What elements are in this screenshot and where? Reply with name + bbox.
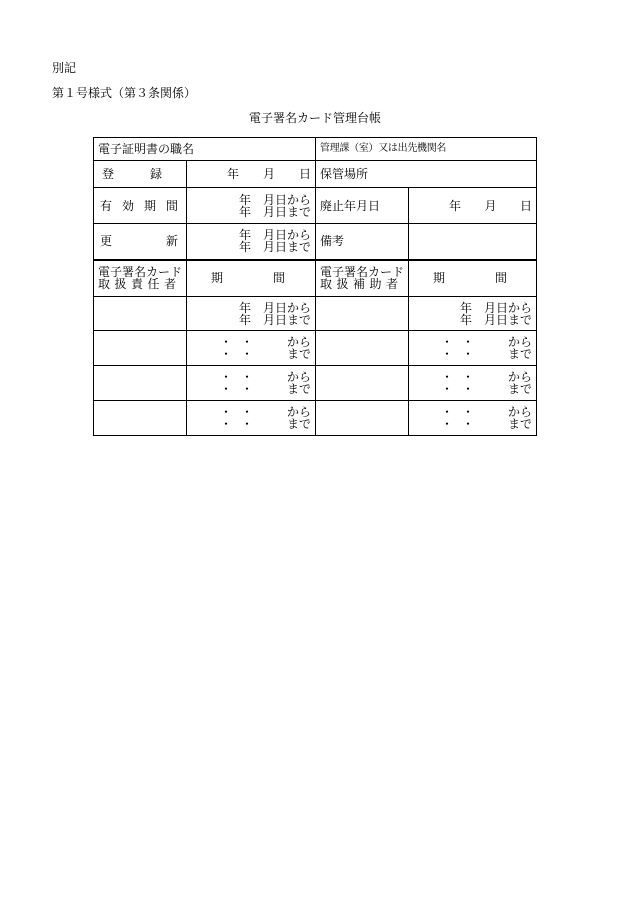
dot: ・ bbox=[220, 417, 233, 431]
handler-period-head bbox=[187, 260, 316, 297]
remarks-cell bbox=[409, 224, 537, 260]
table-row bbox=[94, 161, 537, 188]
from-suffix: から bbox=[508, 335, 533, 349]
to-suffix: まで bbox=[508, 382, 533, 396]
month-unit: 月 bbox=[263, 312, 276, 327]
day-to: 日まで bbox=[496, 312, 533, 327]
label-char: 取 bbox=[320, 277, 333, 292]
handler-name-cell bbox=[94, 401, 187, 436]
label-char: 有 bbox=[100, 198, 113, 213]
dot: ・ bbox=[462, 370, 475, 384]
storage-location-label: 保管場所 bbox=[316, 161, 537, 188]
validity-period-cell bbox=[187, 188, 316, 224]
registration-label-b: 録 bbox=[149, 167, 162, 181]
assistant-period-head bbox=[409, 260, 537, 297]
dot: ・ bbox=[241, 382, 254, 396]
assistant-name-cell bbox=[316, 366, 409, 401]
table-row bbox=[94, 260, 537, 297]
dot: ・ bbox=[241, 417, 254, 431]
month-unit: 月 bbox=[263, 228, 276, 243]
label-char: 期 bbox=[143, 198, 156, 213]
dot: ・ bbox=[462, 417, 475, 431]
dot: ・ bbox=[462, 335, 475, 349]
day-from: 日から bbox=[496, 300, 533, 315]
validity-period-label-cell bbox=[94, 188, 187, 224]
document-title: 電子署名カード管理台帳 bbox=[248, 111, 381, 125]
from-suffix: から bbox=[287, 370, 312, 384]
table-row bbox=[94, 297, 537, 331]
day-unit: 日 bbox=[520, 198, 533, 213]
dot: ・ bbox=[220, 347, 233, 361]
label-char: 扱 bbox=[336, 277, 349, 292]
table-row bbox=[94, 401, 537, 436]
label-char: 助 bbox=[369, 277, 382, 292]
handler-period-cell bbox=[187, 401, 316, 436]
from-suffix: から bbox=[287, 405, 312, 419]
remarks-label: 備考 bbox=[316, 224, 409, 260]
handler-head-cell bbox=[94, 260, 187, 297]
year-unit: 年 bbox=[239, 312, 252, 327]
day-unit: 日 bbox=[299, 167, 312, 181]
assistant-head-line1: 電子署名カード bbox=[320, 265, 405, 280]
handler-period-cell bbox=[187, 331, 316, 366]
registration-label-a: 登 bbox=[102, 167, 115, 181]
dot: ・ bbox=[220, 335, 233, 349]
to-suffix: まで bbox=[287, 382, 312, 396]
label-char: 効 bbox=[121, 198, 134, 213]
year-unit: 年 bbox=[239, 300, 252, 315]
dot: ・ bbox=[441, 417, 454, 431]
dot: ・ bbox=[220, 405, 233, 419]
label-char: 責 bbox=[130, 277, 143, 292]
renewal-label-a: 更 bbox=[100, 234, 113, 249]
label-char: 者 bbox=[163, 277, 176, 292]
assistant-period-cell bbox=[409, 297, 537, 331]
cert-title-label: 電子証明書の職名 bbox=[94, 138, 316, 161]
year-unit: 年 bbox=[449, 198, 462, 213]
form-number: 第１号様式（第３条関係） bbox=[52, 86, 197, 100]
handler-name-cell bbox=[94, 331, 187, 366]
dot: ・ bbox=[462, 382, 475, 396]
label-char: 者 bbox=[385, 277, 398, 292]
dot: ・ bbox=[441, 382, 454, 396]
day-to: 日まで bbox=[275, 312, 312, 327]
to-suffix: まで bbox=[508, 417, 533, 431]
month-unit: 月 bbox=[484, 300, 497, 315]
handler-name-cell bbox=[94, 297, 187, 331]
dot: ・ bbox=[220, 382, 233, 396]
dot: ・ bbox=[441, 347, 454, 361]
label-char: 任 bbox=[147, 277, 160, 292]
month-unit: 月 bbox=[263, 204, 276, 219]
month-unit: 月 bbox=[484, 198, 497, 213]
assistant-name-cell bbox=[316, 331, 409, 366]
label-char: 取 bbox=[98, 277, 111, 292]
dot: ・ bbox=[462, 405, 475, 419]
year-unit: 年 bbox=[239, 228, 252, 243]
day-to: 日まで bbox=[275, 204, 312, 219]
table-row bbox=[94, 138, 537, 161]
assistant-period-cell bbox=[409, 331, 537, 366]
period-char: 期 bbox=[211, 271, 224, 286]
assistant-name-cell bbox=[316, 297, 409, 331]
handler-head-line1: 電子署名カード bbox=[98, 265, 183, 280]
management-ledger-table bbox=[93, 137, 537, 436]
registration-date-cell bbox=[187, 161, 316, 188]
period-char: 間 bbox=[272, 271, 285, 286]
month-unit: 月 bbox=[263, 300, 276, 315]
period-char: 間 bbox=[495, 271, 508, 286]
abolition-date-cell bbox=[409, 188, 537, 224]
label-char: 扱 bbox=[114, 277, 127, 292]
year-unit: 年 bbox=[460, 312, 473, 327]
year-unit: 年 bbox=[239, 240, 252, 255]
assistant-name-cell bbox=[316, 401, 409, 436]
dot: ・ bbox=[241, 370, 254, 384]
to-suffix: まで bbox=[287, 417, 312, 431]
period-char: 期 bbox=[433, 271, 446, 286]
month-unit: 月 bbox=[263, 240, 276, 255]
renewal-label-cell bbox=[94, 224, 187, 260]
dot: ・ bbox=[441, 335, 454, 349]
dot: ・ bbox=[441, 370, 454, 384]
handler-period-cell bbox=[187, 366, 316, 401]
dot: ・ bbox=[220, 370, 233, 384]
from-suffix: から bbox=[508, 405, 533, 419]
to-suffix: まで bbox=[287, 347, 312, 361]
year-unit: 年 bbox=[460, 300, 473, 315]
label-char: 間 bbox=[165, 198, 178, 213]
handler-period-cell bbox=[187, 297, 316, 331]
day-to: 日まで bbox=[275, 240, 312, 255]
table-row bbox=[94, 224, 537, 260]
assistant-period-cell bbox=[409, 401, 537, 436]
dot: ・ bbox=[241, 347, 254, 361]
handler-name-cell bbox=[94, 366, 187, 401]
month-unit: 月 bbox=[263, 167, 276, 181]
table-row bbox=[94, 188, 537, 224]
month-unit: 月 bbox=[263, 192, 276, 207]
abolition-date-label: 廃止年月日 bbox=[316, 188, 409, 224]
dot: ・ bbox=[241, 405, 254, 419]
annex-label: 別記 bbox=[52, 61, 77, 75]
day-from: 日から bbox=[275, 300, 312, 315]
table-row bbox=[94, 366, 537, 401]
renewal-label-b: 新 bbox=[165, 234, 178, 249]
from-suffix: から bbox=[287, 335, 312, 349]
to-suffix: まで bbox=[508, 347, 533, 361]
year-unit: 年 bbox=[239, 204, 252, 219]
renewal-period-cell bbox=[187, 224, 316, 260]
from-suffix: から bbox=[508, 370, 533, 384]
month-unit: 月 bbox=[484, 312, 497, 327]
assistant-period-cell bbox=[409, 366, 537, 401]
table-row bbox=[94, 331, 537, 366]
assistant-head-cell bbox=[316, 260, 409, 297]
label-char: 補 bbox=[352, 277, 365, 292]
day-from: 日から bbox=[275, 192, 312, 207]
registration-label-cell bbox=[94, 161, 187, 188]
year-unit: 年 bbox=[239, 192, 252, 207]
dot: ・ bbox=[462, 347, 475, 361]
dot: ・ bbox=[241, 335, 254, 349]
year-unit: 年 bbox=[227, 167, 240, 181]
department-label: 管理課（室）又は出先機関名 bbox=[316, 138, 537, 161]
day-from: 日から bbox=[275, 228, 312, 243]
dot: ・ bbox=[441, 405, 454, 419]
